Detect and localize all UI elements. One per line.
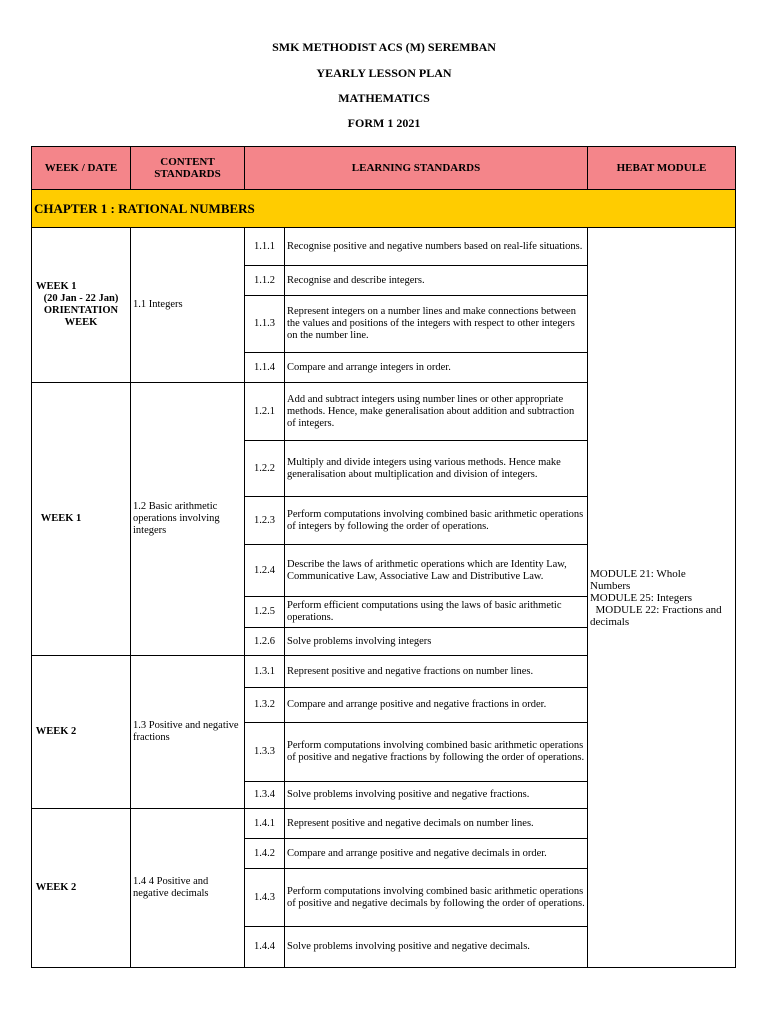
standard-code: 1.4.3 xyxy=(245,869,285,927)
standard-code: 1.3.1 xyxy=(245,656,285,688)
week-cell xyxy=(32,656,131,809)
week-cell xyxy=(32,228,131,383)
standard-code: 1.3.2 xyxy=(245,688,285,723)
standard-text: Compare and arrange positive and negative fractions in order. xyxy=(285,688,588,723)
standard-text: Solve problems involving positive and negative decimals. xyxy=(285,927,588,968)
standard-code: 1.2.5 xyxy=(245,597,285,628)
standard-code: 1.2.2 xyxy=(245,441,285,497)
standard-text: Solve problems involving positive and negative fractions. xyxy=(285,782,588,809)
content-standard: 1.2 Basic arithmetic operations involving integers xyxy=(131,383,245,656)
lesson-plan-table xyxy=(31,146,736,968)
standard-code: 1.1.4 xyxy=(245,353,285,383)
standard-text: Perform computations involving combined basic arithmetic operations of positive and negative fractions by following the order of operations. xyxy=(285,723,588,782)
col-hebat-module: HEBAT MODULE xyxy=(588,147,736,190)
standard-code: 1.2.3 xyxy=(245,497,285,545)
form-title: FORM 1 2021 xyxy=(347,116,421,130)
standard-code: 1.2.6 xyxy=(245,628,285,656)
week-cell xyxy=(32,383,131,656)
standard-text: Perform computations involving combined basic arithmetic operations of integers by following the order of operations. xyxy=(285,497,588,545)
week-label: WEEK 2 xyxy=(35,726,77,737)
subject-title: MATHEMATICS xyxy=(338,91,430,105)
standard-code: 1.2.4 xyxy=(245,545,285,597)
week-label: WEEK 1 xyxy=(36,281,77,292)
week-note2: WEEK xyxy=(64,317,98,328)
standard-text: Describe the laws of arithmetic operations which are Identity Law, Communicative Law, Associative Law and Distributive Law. xyxy=(285,545,588,597)
standard-row xyxy=(32,228,736,266)
standard-text: Perform efficient computations using the laws of basic arithmetic operations. xyxy=(285,597,588,628)
plan-title: YEARLY LESSON PLAN xyxy=(316,66,452,80)
standard-text: Recognise positive and negative numbers based on real-life situations. xyxy=(285,228,588,266)
standard-code: 1.1.1 xyxy=(245,228,285,266)
hebat-module-line: decimals xyxy=(590,615,630,628)
standard-code: 1.1.2 xyxy=(245,266,285,296)
standard-code: 1.3.4 xyxy=(245,782,285,809)
col-week-date: WEEK / DATE xyxy=(32,147,131,190)
hebat-module-line: MODULE 25: Integers xyxy=(590,591,693,604)
chapter-title: CHAPTER 1 : RATIONAL NUMBERS xyxy=(32,190,736,228)
hebat-module-line: MODULE 21: Whole xyxy=(590,567,686,580)
standard-text: Solve problems involving integers xyxy=(285,628,588,656)
chapter-row xyxy=(32,190,736,228)
standard-code: 1.4.4 xyxy=(245,927,285,968)
week-label: WEEK 1 xyxy=(40,513,82,524)
standard-code: 1.4.1 xyxy=(245,809,285,839)
content-standard: 1.4 4 Positive and negative decimals xyxy=(131,809,245,968)
standard-text: Multiply and divide integers using various methods. Hence make generalisation about multiplication and division of integers. xyxy=(285,441,588,497)
standard-text: Recognise and describe integers. xyxy=(285,266,588,296)
col-content-standards: CONTENT STANDARDS xyxy=(131,147,245,190)
standard-text: Represent positive and negative decimals on number lines. xyxy=(285,809,588,839)
standard-text: Represent positive and negative fractions on number lines. xyxy=(285,656,588,688)
week-date: (20 Jan - 22 Jan) xyxy=(43,293,119,304)
content-standard: 1.3 Positive and negative fractions xyxy=(131,656,245,809)
week-note1: ORIENTATION xyxy=(43,305,119,316)
hebat-module-cell xyxy=(588,228,736,968)
standard-code: 1.1.3 xyxy=(245,296,285,353)
hebat-module-line: MODULE 22: Fractions and xyxy=(590,603,722,616)
col-learning-standards: LEARNING STANDARDS xyxy=(245,147,588,190)
standard-text: Represent integers on a number lines and make connections between the values and positions of the integers with respect to other integers on the number line. xyxy=(285,296,588,353)
standard-text: Compare and arrange integers in order. xyxy=(285,353,588,383)
week-label: WEEK 2 xyxy=(35,882,77,893)
week-cell xyxy=(32,809,131,968)
standard-code: 1.4.2 xyxy=(245,839,285,869)
standard-code: 1.2.1 xyxy=(245,383,285,441)
content-standard: 1.1 Integers xyxy=(131,228,245,383)
school-name: SMK METHODIST ACS (M) SEREMBAN xyxy=(272,40,496,54)
standard-text: Compare and arrange positive and negative decimals in order. xyxy=(285,839,588,869)
hebat-module-line: Numbers xyxy=(590,579,631,592)
table-header-row xyxy=(32,147,736,190)
standard-text: Add and subtract integers using number lines or other appropriate methods. Hence, make generalisation about addition and subtraction of integers. xyxy=(285,383,588,441)
standard-text: Perform computations involving combined basic arithmetic operations of positive and negative decimals by following the order of operations. xyxy=(285,869,588,927)
standard-code: 1.3.3 xyxy=(245,723,285,782)
